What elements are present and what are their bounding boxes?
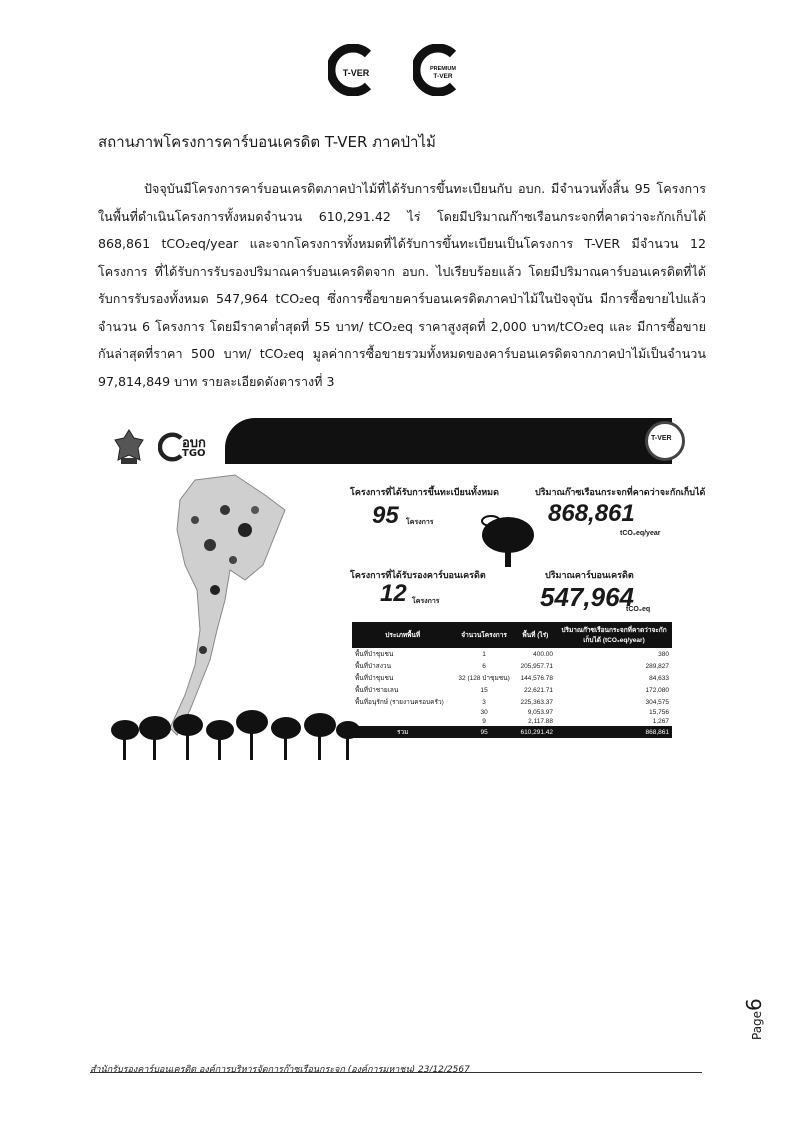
table-cell: 95 <box>480 728 488 736</box>
table-cell <box>352 708 453 717</box>
table-cell: 304,575 <box>645 698 669 706</box>
table-row <box>352 708 672 717</box>
footer-text: สำนักรับรองคาร์บอนเครดิต องค์การบริหารจัดการก๊าซเรือนกระจก (องค์การมหาชน) 23/12/2567 <box>90 1065 470 1075</box>
t-ver-logo <box>328 44 380 96</box>
table-row <box>352 717 672 726</box>
table-row <box>352 684 672 696</box>
table-cell: 289,827 <box>645 662 669 670</box>
table-cell: 172,080 <box>645 686 669 694</box>
table-header-area: ประเภทพื้นที่ <box>385 632 421 639</box>
table-cell: พื้นที่ป่าชุมชน <box>355 675 394 682</box>
table-cell: 3 <box>482 698 486 706</box>
tgo-logo-sub: TGO <box>182 448 206 459</box>
paragraph-text: ปัจจุบันมีโครงการคาร์บอนเครดิตภาคป่าไม้ที่ได้รับการขึ้นทะเบียนกับ อบก. มีจำนวนทั้งสิ้น 95 โครงการ ในพื้นที่ดำเนินโครงการทั้งหมดจำนวน 610,291.42 ไร่ โดยมีปริมาณก๊าซเรือนกระจกที่คาดว่าจะกักเก็บได้ 868,861 tCO₂eq/year และจากโครงการทั้งหมดที่ได้รับการขึ้นทะเบียนเป็นโครงการ T-VER มีจำนวน 12 โครงการ ที่ได้รับการรับรองปริมาณคาร์บอนเครดิตจาก อบก. ไปเรียบร้อยแล้ว โดยมีปริมาณคาร์บอนเครดิตที่ได้รับการรับรองทั้งหมด 547,964 tCO₂eq ซึ่งการซื้อขายคาร์บอนเครดิตภาคป่าไม้ในปัจจุบัน มีการซื้อขายไปแล้ว จำนวน 6 โครงการ โดยมีราคาต่ำสุดที่ 55 บาท/ tCO₂eq ราคาสูงสุดที่ 2,000 บาท/tCO₂eq และ มีการซื้อขายกันล่าสุดที่ราคา 500 บาท/ tCO₂eq มูลค่าการซื้อขายรวมทั้งหมดของคาร์บอนเครดิตจากภาคป่าไม้เป็นจำนวน 97,814,849 บาท รายละเอียดดังตารางที่ 3 <box>98 181 706 389</box>
project-summary-table <box>352 622 672 738</box>
infographic-banner <box>225 418 672 464</box>
table-cell: 380 <box>658 650 669 658</box>
tree-icon <box>478 513 538 571</box>
t-ver-logo-text: T-VER <box>342 68 370 78</box>
table-cell: พื้นที่ป่าชายเลน <box>355 687 399 694</box>
table-total-row <box>352 726 672 738</box>
page-label: Page <box>750 1010 764 1040</box>
banner-logo-text: T-VER <box>651 435 672 442</box>
table-cell: 610,291.42 <box>520 728 553 736</box>
garuda-emblem <box>112 428 146 466</box>
table-cell: 32 (128 ป่าชุมชน) <box>458 675 510 682</box>
table-cell: พื้นที่ป่าชุมชน <box>355 651 394 658</box>
table-cell: 22,621.71 <box>524 686 553 694</box>
table-cell: 1,267 <box>652 718 669 725</box>
table-cell <box>352 717 453 726</box>
registered-value: 95 <box>372 502 399 529</box>
table-cell: 15 <box>480 686 488 694</box>
credit-value: 547,964 <box>540 582 634 612</box>
table-cell: 225,363.37 <box>520 698 553 706</box>
body-paragraph <box>98 175 706 395</box>
table-cell: 2,117.88 <box>528 718 553 725</box>
table-row <box>352 672 672 684</box>
table-cell: 6 <box>482 662 486 670</box>
ghg-value: 868,861 <box>548 500 635 527</box>
certified-value: 12 <box>380 580 407 607</box>
premium-t-ver-logo <box>413 44 465 96</box>
footer-divider <box>90 1072 702 1073</box>
table-row <box>352 648 672 660</box>
table-cell: 400.00 <box>533 650 553 658</box>
table-cell: 868,861 <box>645 728 669 736</box>
forest-silhouette-image <box>110 700 360 762</box>
tgo-logo-text: อบก <box>182 436 206 451</box>
table-header-count: จำนวนโครงการ <box>461 632 507 639</box>
table-cell: 1 <box>482 650 486 658</box>
table-cell: 205,957.71 <box>520 662 553 670</box>
table-cell: 144,576.78 <box>520 674 553 682</box>
premium-logo-line2: T-VER <box>433 73 453 80</box>
ghg-unit: tCO₂eq/year <box>620 530 661 537</box>
page-number <box>742 998 772 1100</box>
section-title: สถานภาพโครงการคาร์บอนเครดิต T-VER ภาคป่าไม้ <box>98 133 436 151</box>
banner-t-ver-logo <box>645 421 685 461</box>
certified-label: โครงการที่ได้รับรองคาร์บอนเครดิต <box>350 570 486 580</box>
page-number-value: 6 <box>742 998 766 1011</box>
table-cell: 9 <box>482 718 486 725</box>
table-row <box>352 696 672 708</box>
table-cell: พื้นที่อนุรักษ์ (รายงานครอบครัว) <box>355 699 444 706</box>
table-cell: 30 <box>480 709 488 716</box>
table-cell: 15,756 <box>649 709 669 716</box>
table-row <box>352 660 672 672</box>
table-cell: 84,633 <box>649 674 669 682</box>
tgo-logo <box>158 430 228 464</box>
credit-label: ปริมาณคาร์บอนเครดิต <box>545 570 634 580</box>
table-cell: 9,053.97 <box>527 709 553 716</box>
table-header-ghg: ปริมาณก๊าซเรือนกระจกที่คาดว่าจะกักเก็บได้ (tCO₂eq/year) <box>561 627 667 644</box>
registered-unit: โครงการ <box>406 519 434 526</box>
ghg-label: ปริมาณก๊าซเรือนกระจกที่คาดว่าจะกักเก็บได้ <box>535 487 706 497</box>
registered-label: โครงการที่ได้รับการขึ้นทะเบียนทั้งหมด <box>350 487 499 497</box>
table-cell: พื้นที่ป่าสงวน <box>355 663 392 670</box>
table-header-size: พื้นที่ (ไร่) <box>522 632 549 639</box>
credit-unit: tCO₂eq <box>626 606 651 613</box>
certified-unit: โครงการ <box>412 598 440 605</box>
table-cell: รวม <box>396 729 409 736</box>
premium-logo-line1: PREMIUM <box>430 66 456 72</box>
